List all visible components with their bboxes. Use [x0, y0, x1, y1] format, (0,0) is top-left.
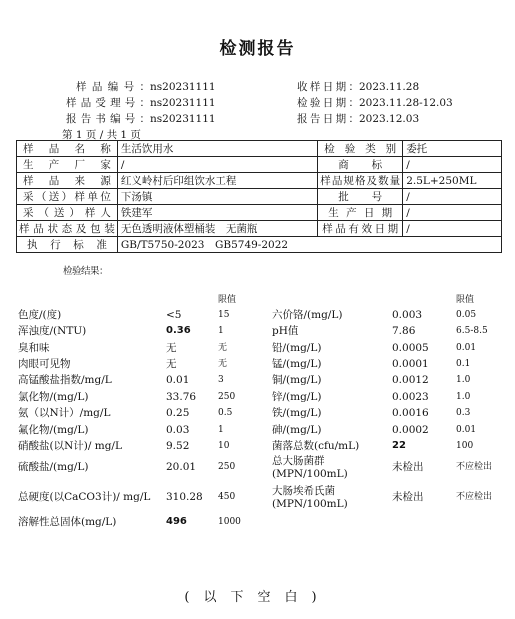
test-date-value: 2023.11.28-12.03 — [359, 97, 453, 109]
info-key: 样品有效日期 — [318, 221, 403, 237]
item-limit: 450 — [218, 492, 236, 502]
item-limit: 1.0 — [456, 392, 471, 402]
info-key: 批号 — [318, 189, 403, 205]
item-name: 铅/(mg/L) — [272, 342, 322, 354]
item-name: 氨（以N计）/mg/L — [18, 407, 111, 419]
item-name-unit: (MPN/100mL) — [272, 468, 348, 480]
item-limit: 250 — [218, 462, 236, 472]
item-limit: 1.0 — [456, 375, 471, 385]
limit-header-right: 限值 — [456, 295, 475, 305]
result-row — [0, 483, 515, 511]
table-row — [17, 221, 502, 237]
test-date-label: 检验日期： — [297, 97, 359, 109]
item-limit: 10 — [218, 441, 230, 451]
item-limit: 1 — [218, 425, 224, 435]
info-key: 执行标准 — [17, 237, 118, 253]
standard-value: GB/T5750-2023 GB5749-2022 — [117, 237, 501, 253]
info-key: 样品状态及包装 — [17, 221, 118, 237]
item-value: 0.0023 — [392, 391, 429, 403]
result-row — [0, 513, 515, 531]
info-key: 生产厂家 — [17, 157, 118, 173]
item-value: 无 — [166, 342, 177, 354]
info-key: 样品规格及数量 — [318, 173, 403, 189]
table-row — [17, 141, 502, 157]
item-value: 7.86 — [392, 325, 416, 337]
item-value: 20.01 — [166, 461, 197, 473]
item-limit: 无 — [218, 359, 228, 369]
item-value: 无 — [166, 358, 177, 370]
item-name: 六价铬/(mg/L) — [272, 309, 343, 321]
table-row — [17, 189, 502, 205]
test-date — [297, 95, 453, 110]
item-limit: 0.05 — [456, 310, 477, 320]
item-name: 锌/(mg/L) — [272, 391, 322, 403]
item-name: 总大肠菌群 — [272, 455, 325, 467]
report-date-label: 报告日期： — [297, 113, 359, 125]
info-key: 采（送）样单位 — [17, 189, 118, 205]
info-key: 检验类别 — [318, 141, 403, 157]
results-title: 检验结果： — [63, 266, 109, 277]
item-limit: 不应检出 — [456, 492, 493, 502]
item-limit: 0.01 — [456, 425, 477, 435]
info-value: / — [403, 221, 502, 237]
sample-info-table — [16, 140, 502, 253]
accept-no-label: 样品受理号： — [66, 97, 150, 109]
item-value: 0.25 — [166, 407, 190, 419]
receive-date — [297, 79, 419, 94]
sample-no-value: ns20231111 — [150, 81, 216, 93]
result-row — [0, 322, 515, 340]
accept-no-value: ns20231111 — [150, 97, 216, 109]
item-name: 氯化物/(mg/L) — [18, 391, 89, 403]
item-limit: 不应检出 — [456, 462, 493, 472]
item-value: 9.52 — [166, 440, 190, 452]
report-no — [66, 111, 216, 126]
result-row — [0, 453, 515, 481]
item-value: 0.0002 — [392, 424, 429, 436]
item-name: 总硬度(以CaCO3计)/ mg/L — [18, 491, 151, 503]
item-name: 肉眼可见物 — [18, 358, 71, 370]
item-limit: 0.5 — [218, 408, 233, 418]
info-key: 样品名称 — [17, 141, 118, 157]
item-name: 浑浊度/(NTU) — [18, 325, 87, 337]
item-value: 未检出 — [392, 461, 424, 473]
item-limit: 100 — [456, 441, 474, 451]
item-name: 色度/(度) — [18, 309, 62, 321]
report-date — [297, 111, 419, 126]
item-name: 硝酸盐(以N计)/ mg/L — [18, 440, 122, 452]
info-key: 商标 — [318, 157, 403, 173]
sample-no-label: 样品编号： — [76, 81, 150, 93]
accept-no — [66, 95, 216, 110]
item-value: 0.0001 — [392, 358, 429, 370]
report-no-label: 报告书编号： — [66, 113, 150, 125]
info-value: / — [403, 189, 502, 205]
item-limit: 250 — [218, 392, 236, 402]
item-value: 310.28 — [166, 491, 203, 503]
item-name: 高锰酸盐指数/mg/L — [18, 374, 112, 386]
info-key: 生产日期 — [318, 205, 403, 221]
item-name: 砷/(mg/L) — [272, 424, 322, 436]
item-name: 菌落总数(cfu/mL) — [272, 440, 360, 452]
page-info: 第 1 页 / 共 1 页 — [62, 129, 141, 141]
item-limit: 无 — [218, 343, 228, 353]
info-value: 下汤镇 — [117, 189, 317, 205]
item-limit: 0.1 — [456, 359, 471, 369]
info-value: / — [403, 205, 502, 221]
result-row — [0, 371, 515, 389]
item-limit: 6.5-8.5 — [456, 326, 488, 336]
info-value: 无色透明液体塑桶装 无菌瓶 — [117, 221, 317, 237]
item-value: 未检出 — [392, 491, 424, 503]
receive-date-value: 2023.11.28 — [359, 81, 420, 93]
info-value: 委托 — [403, 141, 502, 157]
item-value: 0.01 — [166, 374, 190, 386]
item-value: 0.003 — [392, 309, 423, 321]
item-limit: 1000 — [218, 517, 241, 527]
info-value: 生活饮用水 — [117, 141, 317, 157]
report-title: 检测报告 — [219, 39, 296, 59]
item-name-unit: (MPN/100mL) — [272, 498, 348, 510]
item-value: 0.0012 — [392, 374, 429, 386]
item-name: 臭和味 — [18, 342, 50, 354]
item-limit: 15 — [218, 310, 230, 320]
item-limit: 1 — [218, 326, 224, 336]
item-value: 22 — [392, 440, 406, 451]
item-value: 496 — [166, 516, 187, 527]
item-limit: 0.3 — [456, 408, 471, 418]
report-date-value: 2023.12.03 — [359, 113, 420, 125]
info-value: 2.5L+250ML — [403, 173, 502, 189]
footer-blank-note: (以下空白) — [184, 590, 331, 605]
info-value: 红义岭村后印组饮水工程 — [117, 173, 317, 189]
item-limit: 3 — [218, 375, 224, 385]
item-value: 0.03 — [166, 424, 190, 436]
table-row — [17, 157, 502, 173]
item-name: pH值 — [272, 325, 299, 337]
item-value: 0.0016 — [392, 407, 429, 419]
limit-header-left: 限值 — [218, 295, 237, 305]
info-value: 铁建军 — [117, 205, 317, 221]
result-row — [0, 404, 515, 422]
item-value: 0.0005 — [392, 342, 429, 354]
item-name: 氟化物/(mg/L) — [18, 424, 89, 436]
info-value: / — [117, 157, 317, 173]
info-value: / — [403, 157, 502, 173]
table-row — [17, 205, 502, 221]
item-name: 铁/(mg/L) — [272, 407, 322, 419]
info-key: 采（送）样人 — [17, 205, 118, 221]
item-name: 溶解性总固体(mg/L) — [18, 516, 117, 528]
receive-date-label: 收样日期： — [297, 81, 359, 93]
item-name: 大肠埃希氏菌 — [272, 485, 335, 497]
info-key: 样品来源 — [17, 173, 118, 189]
item-value: <5 — [166, 309, 182, 321]
item-name: 硫酸盐/(mg/L) — [18, 461, 89, 473]
item-name: 锰/(mg/L) — [272, 358, 322, 370]
table-row — [17, 237, 502, 253]
item-limit: 0.01 — [456, 343, 477, 353]
sample-no — [76, 79, 216, 94]
item-name: 铜/(mg/L) — [272, 374, 322, 386]
item-value: 0.36 — [166, 325, 191, 336]
table-row — [17, 173, 502, 189]
report-no-value: ns20231111 — [150, 113, 216, 125]
item-value: 33.76 — [166, 391, 197, 403]
